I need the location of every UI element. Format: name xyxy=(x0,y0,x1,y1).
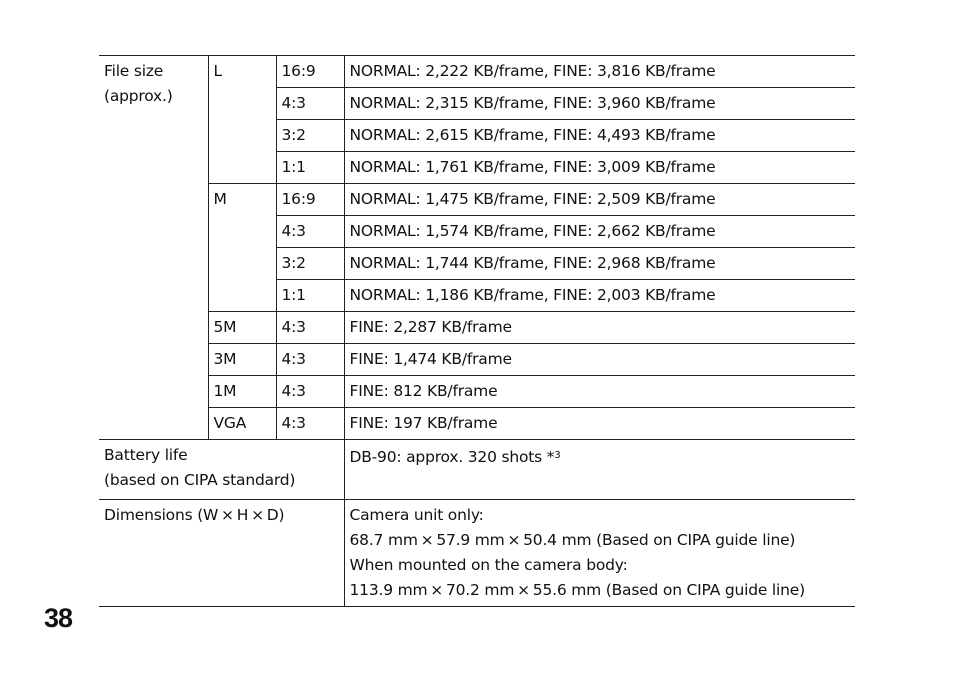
aspect-cell: 1:1 xyxy=(276,280,344,312)
aspect-cell: 1:1 xyxy=(276,152,344,184)
value-cell: NORMAL: 2,615 KB/frame, FINE: 4,493 KB/frame xyxy=(344,120,855,152)
value-cell: NORMAL: 1,744 KB/frame, FINE: 2,968 KB/frame xyxy=(344,248,855,280)
aspect-cell: 16:9 xyxy=(276,184,344,216)
table-row xyxy=(99,408,855,440)
value-cell: FINE: 812 KB/frame xyxy=(344,376,855,408)
table-row xyxy=(99,184,855,216)
footnote-marker: 3 xyxy=(554,450,561,461)
table-row-dimensions xyxy=(99,500,855,607)
aspect-cell: 4:3 xyxy=(276,408,344,440)
battery-label: Battery life (based on CIPA standard) xyxy=(99,440,344,500)
table-row xyxy=(99,344,855,376)
value-cell: NORMAL: 2,315 KB/frame, FINE: 3,960 KB/frame xyxy=(344,88,855,120)
spec-table xyxy=(99,55,855,607)
table-row-battery xyxy=(99,440,855,500)
aspect-cell: 3:2 xyxy=(276,248,344,280)
aspect-cell: 16:9 xyxy=(276,56,344,88)
dimensions-value: Camera unit only: 68.7 mm × 57.9 mm × 50.4 mm (Based on CIPA guide line) When mounted on the camera body: 113.9 mm × 70.2 mm × 55.6 mm (Based on CIPA guide line) xyxy=(344,500,855,607)
battery-value: DB-90: approx. 320 shots *$^3$ xyxy=(344,440,855,500)
aspect-cell: 4:3 xyxy=(276,376,344,408)
dimensions-label: Dimensions (W × H × D) xyxy=(99,500,344,607)
aspect-cell: 4:3 xyxy=(276,312,344,344)
value-cell: FINE: 1,474 KB/frame xyxy=(344,344,855,376)
size-cell: 3M xyxy=(208,344,276,376)
value-cell: FINE: 2,287 KB/frame xyxy=(344,312,855,344)
value-cell: NORMAL: 1,186 KB/frame, FINE: 2,003 KB/frame xyxy=(344,280,855,312)
value-cell: NORMAL: 2,222 KB/frame, FINE: 3,816 KB/frame xyxy=(344,56,855,88)
size-cell: M xyxy=(208,184,276,312)
table-row xyxy=(99,312,855,344)
aspect-cell: 3:2 xyxy=(276,120,344,152)
size-cell: 5M xyxy=(208,312,276,344)
size-cell: VGA xyxy=(208,408,276,440)
table-row xyxy=(99,56,855,88)
file-size-label: File size (approx.) xyxy=(99,56,208,440)
value-cell: NORMAL: 1,761 KB/frame, FINE: 3,009 KB/frame xyxy=(344,152,855,184)
size-cell: L xyxy=(208,56,276,184)
aspect-cell: 4:3 xyxy=(276,216,344,248)
value-cell: NORMAL: 1,574 KB/frame, FINE: 2,662 KB/frame xyxy=(344,216,855,248)
value-cell: NORMAL: 1,475 KB/frame, FINE: 2,509 KB/frame xyxy=(344,184,855,216)
aspect-cell: 4:3 xyxy=(276,88,344,120)
size-cell: 1M xyxy=(208,376,276,408)
page-number: 38 xyxy=(44,603,73,633)
value-cell: FINE: 197 KB/frame xyxy=(344,408,855,440)
table-row xyxy=(99,376,855,408)
aspect-cell: 4:3 xyxy=(276,344,344,376)
